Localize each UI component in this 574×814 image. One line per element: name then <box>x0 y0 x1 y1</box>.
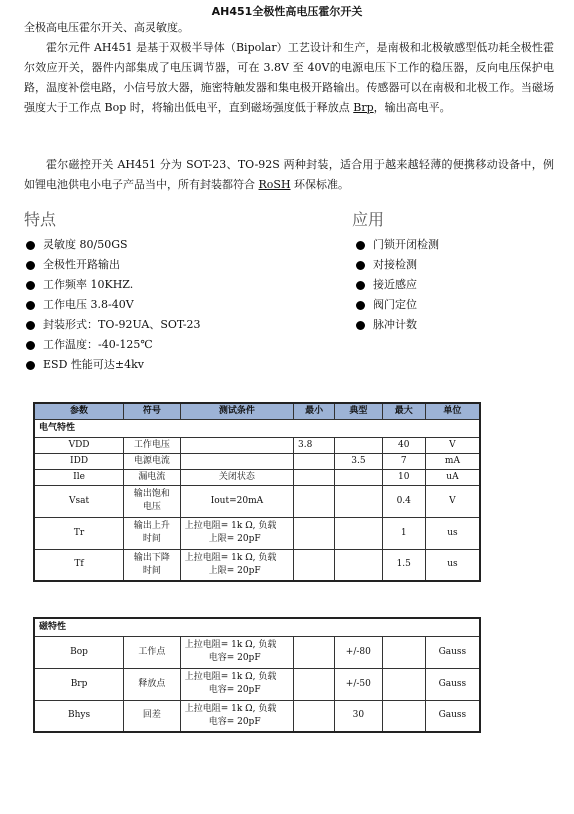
table-row: IDD 电源电流 3.5 7 mA <box>34 453 480 469</box>
header-unit: 单位 <box>425 403 480 419</box>
application-item: 脉冲计数 <box>356 315 439 335</box>
header-max: 最大 <box>382 403 425 419</box>
feature-item: 灵敏度 80/50GS <box>26 235 201 255</box>
para1-text-a: 霍尔元件 AH451 是基于双极半导体（Bipolar）工艺设计和生产，是南极和北极敏感型低功耗全极性霍尔效应开关，器件内部集成了电压调节器，可在 3.8V 至 40V的电源电压下工作的稳压器，反向电压保护电路，温度补偿电路，小信号放大器，施密特触发器和集电极开路输出。传感器可以在南极和北极工作。当磁场强度大于工作点 Bop 时，将输出低电平，直到磁场强度低于释放点 <box>24 41 554 114</box>
table-row: Tf 输出下降 时间 上拉电阻= 1k Ω, 负载 上限= 20pF 1.5 us <box>34 549 480 581</box>
header-condition: 测试条件 <box>180 403 293 419</box>
bullet-icon <box>26 261 35 270</box>
bullet-icon <box>26 361 35 370</box>
para1-underlined-term: Brp <box>353 101 374 114</box>
table-row: Vsat 输出饱和 电压 Iout=20mA 0.4 V <box>34 485 480 517</box>
para2-text-a: 霍尔磁控开关 AH451 分为 SOT-23、TO-92S 两种封装，适合用于越来越轻薄的便携移动设备中，例如锂电池供电小电子产品当中，所有封装都符合 <box>24 158 554 191</box>
electrical-table <box>33 402 481 582</box>
application-item: 阀门定位 <box>356 295 439 315</box>
feature-item: 工作温度：-40-125℃ <box>26 335 201 355</box>
intro-paragraph-1 <box>24 38 554 118</box>
applications-list <box>356 235 439 335</box>
table-row: Ile 漏电流 关闭状态 10 uA <box>34 469 480 485</box>
header-typ: 典型 <box>335 403 382 419</box>
feature-item: 工作电压 3.8-40V <box>26 295 201 315</box>
bullet-icon <box>356 241 365 250</box>
feature-item: ESD 性能可达±4kv <box>26 355 201 375</box>
header-param: 参数 <box>34 403 124 419</box>
header-min: 最小 <box>294 403 335 419</box>
bullet-icon <box>356 281 365 290</box>
magnetic-table <box>33 617 481 733</box>
bullet-icon <box>26 321 35 330</box>
feature-item: 工作频率 10KHZ. <box>26 275 201 295</box>
section-row <box>34 419 480 437</box>
page-title: AH451全极性高电压霍尔开关 <box>211 5 363 18</box>
table-row: Bop 工作点 上拉电阻= 1k Ω, 负载 电容= 20pF +/-80 Gauss <box>34 636 480 668</box>
bullet-icon <box>356 261 365 270</box>
table-row: Bhys 回差 上拉电阻= 1k Ω, 负载 电容= 20pF 30 Gauss <box>34 700 480 732</box>
table-row: VDD 工作电压 3.8 40 V <box>34 437 480 453</box>
feature-item: 全极性开路输出 <box>26 255 201 275</box>
bullet-icon <box>26 341 35 350</box>
bullet-icon <box>26 281 35 290</box>
application-item: 接近感应 <box>356 275 439 295</box>
bullet-icon <box>356 321 365 330</box>
section-row <box>34 618 480 636</box>
para2-underlined-term: RoSH <box>258 178 291 191</box>
bullet-icon <box>26 241 35 250</box>
intro-line: 全极高电压霍尔开关、高灵敏度。 <box>24 21 189 34</box>
bullet-icon <box>26 301 35 310</box>
section-label: 磁特性 <box>34 618 480 636</box>
table-row: Brp 释放点 上拉电阻= 1k Ω, 负载 电容= 20pF +/-50 Gauss <box>34 668 480 700</box>
table-row: Tr 输出上升 时间 上拉电阻= 1k Ω, 负载 上限= 20pF 1 us <box>34 517 480 549</box>
para1-text-b: ，输出高电平。 <box>373 101 451 114</box>
application-item: 对接检测 <box>356 255 439 275</box>
application-item: 门锁开闭检测 <box>356 235 439 255</box>
feature-item: 封装形式：TO-92UA、SOT-23 <box>26 315 201 335</box>
table-header-row <box>34 403 480 419</box>
bullet-icon <box>356 301 365 310</box>
header-symbol: 符号 <box>124 403 181 419</box>
para2-text-b: 环保标准。 <box>290 178 350 191</box>
features-list <box>26 235 201 375</box>
intro-paragraph-2 <box>24 155 554 195</box>
applications-heading: 应用 <box>352 210 385 229</box>
section-label: 电气特性 <box>34 419 480 437</box>
features-heading: 特点 <box>24 210 57 229</box>
